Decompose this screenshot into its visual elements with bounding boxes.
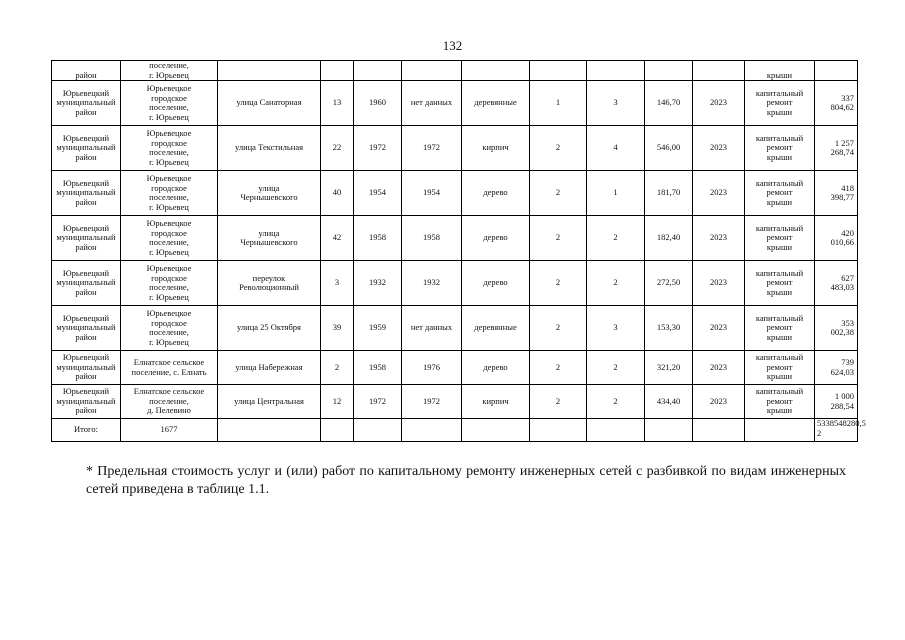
empty-cell <box>587 419 645 442</box>
table-row <box>52 61 858 81</box>
settlement-cell: Юрьевецкое городское поселение, г. Юрьевец <box>121 81 218 126</box>
plan-year-cell: 2023 <box>693 81 745 126</box>
year-major-repair-cell: 1972 <box>402 126 462 171</box>
year-built-cell: 1972 <box>354 126 402 171</box>
wall-material-cell: дерево <box>462 351 530 385</box>
municipality-cell: Юрьевецкий муниципальный район <box>52 216 121 261</box>
wall-material-cell: деревянные <box>462 81 530 126</box>
floors-cell <box>530 61 587 81</box>
plan-year-cell: 2023 <box>693 216 745 261</box>
wall-material-cell: дерево <box>462 261 530 306</box>
settlement-cell: Елнатское сельское поселение, с. Елнать <box>121 351 218 385</box>
total-row <box>52 419 858 442</box>
street-cell: переулок Революционный <box>218 261 321 306</box>
work-type-cell: крыши <box>745 61 815 81</box>
work-type-cell: капитальный ремонт крыши <box>745 261 815 306</box>
year-major-repair-cell: 1932 <box>402 261 462 306</box>
municipality-cell: Юрьевецкий муниципальный район <box>52 126 121 171</box>
municipality-cell: Юрьевецкий муниципальный район <box>52 351 121 385</box>
cost-cell: 418 398,77 <box>815 171 858 216</box>
house-number-cell: 42 <box>321 216 354 261</box>
house-number-cell <box>321 61 354 81</box>
year-built-cell: 1960 <box>354 81 402 126</box>
work-type-cell: капитальный ремонт крыши <box>745 171 815 216</box>
plan-year-cell: 2023 <box>693 385 745 419</box>
entrances-cell: 4 <box>587 126 645 171</box>
cost-cell: 1 257 268,74 <box>815 126 858 171</box>
entrances-cell: 3 <box>587 81 645 126</box>
plan-year-cell: 2023 <box>693 126 745 171</box>
total-count: 1677 <box>121 419 218 442</box>
floors-cell: 2 <box>530 171 587 216</box>
plan-year-cell <box>693 61 745 81</box>
wall-material-cell <box>462 61 530 81</box>
entrances-cell: 2 <box>587 351 645 385</box>
year-major-repair-cell: 1976 <box>402 351 462 385</box>
wall-material-cell: деревянные <box>462 306 530 351</box>
settlement-cell: Юрьевецкое городское поселение, г. Юрьевец <box>121 216 218 261</box>
empty-cell <box>693 419 745 442</box>
area-cell: 181,70 <box>645 171 693 216</box>
municipality-cell: Юрьевецкий муниципальный район <box>52 385 121 419</box>
year-major-repair-cell <box>402 61 462 81</box>
year-built-cell: 1972 <box>354 385 402 419</box>
cost-cell: 353 002,38 <box>815 306 858 351</box>
year-major-repair-cell: 1972 <box>402 385 462 419</box>
street-cell: улица Текстильная <box>218 126 321 171</box>
plan-year-cell: 2023 <box>693 351 745 385</box>
plan-year-cell: 2023 <box>693 306 745 351</box>
street-cell: улица Чернышевского <box>218 171 321 216</box>
year-major-repair-cell: 1958 <box>402 216 462 261</box>
house-number-cell: 22 <box>321 126 354 171</box>
floors-cell: 2 <box>530 261 587 306</box>
year-major-repair-cell: нет данных <box>402 81 462 126</box>
work-type-cell: капитальный ремонт крыши <box>745 126 815 171</box>
area-cell: 434,40 <box>645 385 693 419</box>
street-cell: улица Центральная <box>218 385 321 419</box>
house-number-cell: 2 <box>321 351 354 385</box>
house-number-cell: 39 <box>321 306 354 351</box>
floors-cell: 2 <box>530 306 587 351</box>
cost-cell <box>815 61 858 81</box>
empty-cell <box>321 419 354 442</box>
year-major-repair-cell: 1954 <box>402 171 462 216</box>
year-built-cell: 1954 <box>354 171 402 216</box>
street-cell: улица Набережная <box>218 351 321 385</box>
cost-cell: 627 483,03 <box>815 261 858 306</box>
house-number-cell: 12 <box>321 385 354 419</box>
floors-cell: 2 <box>530 216 587 261</box>
area-cell <box>645 61 693 81</box>
entrances-cell: 1 <box>587 171 645 216</box>
wall-material-cell: дерево <box>462 171 530 216</box>
municipality-cell: Юрьевецкий муниципальный район <box>52 261 121 306</box>
street-cell <box>218 61 321 81</box>
empty-cell <box>402 419 462 442</box>
area-cell: 272,50 <box>645 261 693 306</box>
table-row <box>52 306 858 351</box>
floors-cell: 1 <box>530 81 587 126</box>
house-number-cell: 3 <box>321 261 354 306</box>
empty-cell <box>218 419 321 442</box>
table-row <box>52 351 858 385</box>
work-type-cell: капитальный ремонт крыши <box>745 385 815 419</box>
house-number-cell: 40 <box>321 171 354 216</box>
street-cell: улица Санаторная <box>218 81 321 126</box>
empty-cell <box>745 419 815 442</box>
footnote: * Предельная стоимость услуг и (или) работ по капитальному ремонту инженерных сетей с разбивкой по видам инженерных сетей приведена в таблице 1.1. <box>86 464 846 497</box>
empty-cell <box>354 419 402 442</box>
area-cell: 182,40 <box>645 216 693 261</box>
settlement-cell: Юрьевецкое городское поселение, г. Юрьевец <box>121 306 218 351</box>
year-built-cell: 1958 <box>354 216 402 261</box>
wall-material-cell: дерево <box>462 216 530 261</box>
municipality-cell: Юрьевецкий муниципальный район <box>52 81 121 126</box>
year-built-cell: 1932 <box>354 261 402 306</box>
year-built-cell <box>354 61 402 81</box>
entrances-cell <box>587 61 645 81</box>
municipality-cell: район <box>52 61 121 81</box>
wall-material-cell: кирпич <box>462 385 530 419</box>
total-sum: 5338548280,5 2 <box>815 419 858 442</box>
street-cell: улица 25 Октября <box>218 306 321 351</box>
entrances-cell: 2 <box>587 216 645 261</box>
area-cell: 546,00 <box>645 126 693 171</box>
entrances-cell: 3 <box>587 306 645 351</box>
empty-cell <box>645 419 693 442</box>
settlement-cell: Юрьевецкое городское поселение, г. Юрьевец <box>121 261 218 306</box>
table-row <box>52 171 858 216</box>
year-built-cell: 1958 <box>354 351 402 385</box>
settlement-cell: Юрьевецкое городское поселение, г. Юрьевец <box>121 171 218 216</box>
area-cell: 153,30 <box>645 306 693 351</box>
table-row <box>52 261 858 306</box>
entrances-cell: 2 <box>587 385 645 419</box>
table-row <box>52 81 858 126</box>
year-major-repair-cell: нет данных <box>402 306 462 351</box>
plan-year-cell: 2023 <box>693 261 745 306</box>
cost-cell: 739 624,03 <box>815 351 858 385</box>
work-type-cell: капитальный ремонт крыши <box>745 81 815 126</box>
page-number: 132 <box>442 38 463 53</box>
cost-cell: 420 010,66 <box>815 216 858 261</box>
street-cell: улица Чернышевского <box>218 216 321 261</box>
plan-year-cell: 2023 <box>693 171 745 216</box>
settlement-cell: Юрьевецкое городское поселение, г. Юрьевец <box>121 126 218 171</box>
floors-cell: 2 <box>530 351 587 385</box>
settlement-cell: Елнатское сельское поселение, д. Пелевино <box>121 385 218 419</box>
work-type-cell: капитальный ремонт крыши <box>745 306 815 351</box>
cost-cell: 337 804,62 <box>815 81 858 126</box>
empty-cell <box>530 419 587 442</box>
work-type-cell: капитальный ремонт крыши <box>745 351 815 385</box>
repair-register-table <box>51 60 866 442</box>
table-row <box>52 385 858 419</box>
entrances-cell: 2 <box>587 261 645 306</box>
work-type-cell: капитальный ремонт крыши <box>745 216 815 261</box>
table-row <box>52 216 858 261</box>
empty-cell <box>462 419 530 442</box>
total-label: Итого: <box>52 419 121 442</box>
cost-cell: 1 000 288,54 <box>815 385 858 419</box>
table-row <box>52 126 858 171</box>
wall-material-cell: кирпич <box>462 126 530 171</box>
floors-cell: 2 <box>530 385 587 419</box>
house-number-cell: 13 <box>321 81 354 126</box>
municipality-cell: Юрьевецкий муниципальный район <box>52 306 121 351</box>
area-cell: 321,20 <box>645 351 693 385</box>
floors-cell: 2 <box>530 126 587 171</box>
settlement-cell: поселение, г. Юрьевец <box>121 61 218 81</box>
area-cell: 146,70 <box>645 81 693 126</box>
municipality-cell: Юрьевецкий муниципальный район <box>52 171 121 216</box>
year-built-cell: 1959 <box>354 306 402 351</box>
